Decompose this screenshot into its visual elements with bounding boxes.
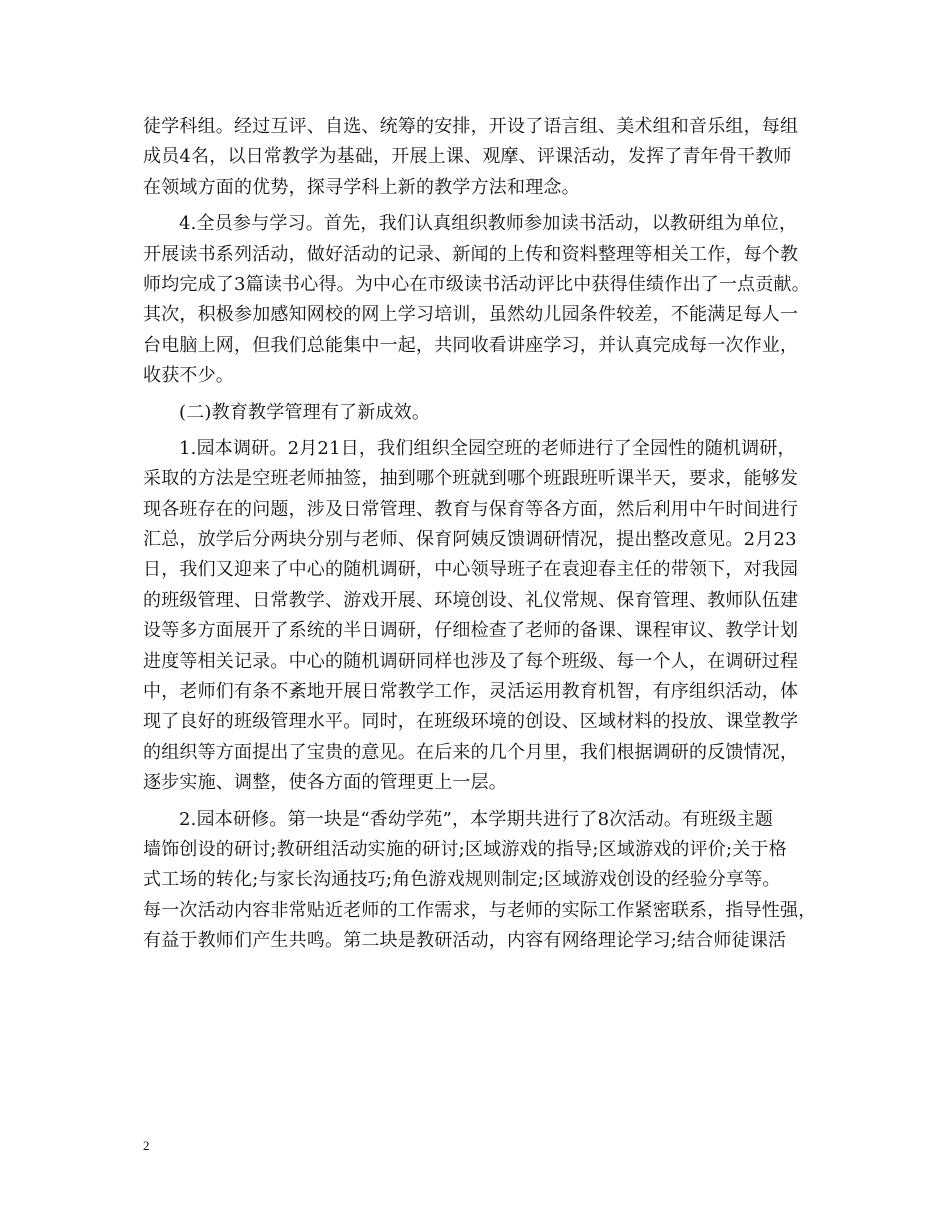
text-line: 在领域方面的优势，探寻学科上新的教学方法和理念。 [143,176,580,198]
paragraph-start-line: 4.全员参与学习。首先，我们认真组织教师参加读书活动，以教研组为单位， [179,213,798,235]
text-line: 的组织等方面提出了宝贵的意见。在后来的几个月里，我们根据调研的反馈情况， [143,741,799,763]
text-line: 成员4名，以日常教学为基础，开展上课、观摩、评课活动，发挥了青年骨干教师 [143,146,792,168]
text-line: 师均完成了3篇读书心得。为中心在市级读书活动评比中获得佳绩作出了一点贡献。 [143,273,810,295]
text-line: 汇总，放学后分两块分别与老师、保育阿姨反馈调研情况，提出整改意见。2月23 [143,529,797,551]
text-line: 有益于教师们产生共鸣。第二块是教研活动，内容有网络理论学习;结合师徒课活 [143,930,787,952]
text-line: 现了良好的班级管理水平。同时，在班级环境的创设、区域材料的投放、课堂教学 [143,711,799,733]
section-heading: (二)教育教学管理有了新成效。 [179,401,431,423]
text-line: 现各班存在的问题，涉及日常管理、教育与保育等各方面，然后利用中午时间进行 [143,498,799,520]
text-line: 其次，积极参加感知网校的网上学习培训，虽然幼儿园条件较差，不能满足每人一 [143,304,799,326]
text-line: 台电脑上网，但我们总能集中一起，共同收看讲座学习，并认真完成每一次作业， [143,334,799,356]
paragraph-start-line: 2.园本研修。第一块是“香幼学苑”，本学期共进行了8次活动。有班级主题 [179,808,774,830]
text-line: 徒学科组。经过互评、自选、统筹的安排，开设了语言组、美术组和音乐组，每组 [143,116,799,137]
text-line: 式工场的转化;与家长沟通技巧;角色游戏规则制定;区域游戏创设的经验分享等。 [143,869,781,891]
paragraph-start-line: 1.园本调研。2月21日，我们组织全园空班的老师进行了全园性的随机调研， [179,437,796,459]
text-line: 的班级管理、日常教学、游戏开展、环境创设、礼仪常规、保育管理、教师队伍建 [143,589,799,611]
text-line: 开展读书系列活动，做好活动的记录、新闻的上传和资料整理等相关工作，每个教 [143,243,799,265]
body-text [143,112,817,957]
text-line: 进度等相关记录。中心的随机调研同样也涉及了每个班级、每一个人，在调研过程 [143,650,799,672]
text-line: 中，老师们有条不紊地开展日常教学工作，灵活运用教育机智，有序组织活动，体 [143,681,799,703]
text-line: 墙饰创设的研讨;教研组活动实施的研讨;区域游戏的指导;区域游戏的评价;关于格 [143,838,787,860]
page-number: 2 [143,1138,150,1153]
text-line: 每一次活动内容非常贴近老师的工作需求，与老师的实际工作紧密联系，指导性强， [143,899,817,921]
text-line: 收获不少。 [143,365,234,387]
text-line: 采取的方法是空班老师抽签，抽到哪个班就到哪个班跟班听课半天，要求，能够发 [143,468,799,490]
text-line: 设等多方面展开了系统的半日调研，仔细检查了老师的备课、课程审议、教学计划 [143,620,799,642]
text-line: 逐步实施、调整，使各方面的管理更上一层。 [143,772,507,794]
text-line: 日，我们又迎来了中心的随机调研，中心领导班子在袁迎春主任的带领下，对我园 [143,559,799,581]
